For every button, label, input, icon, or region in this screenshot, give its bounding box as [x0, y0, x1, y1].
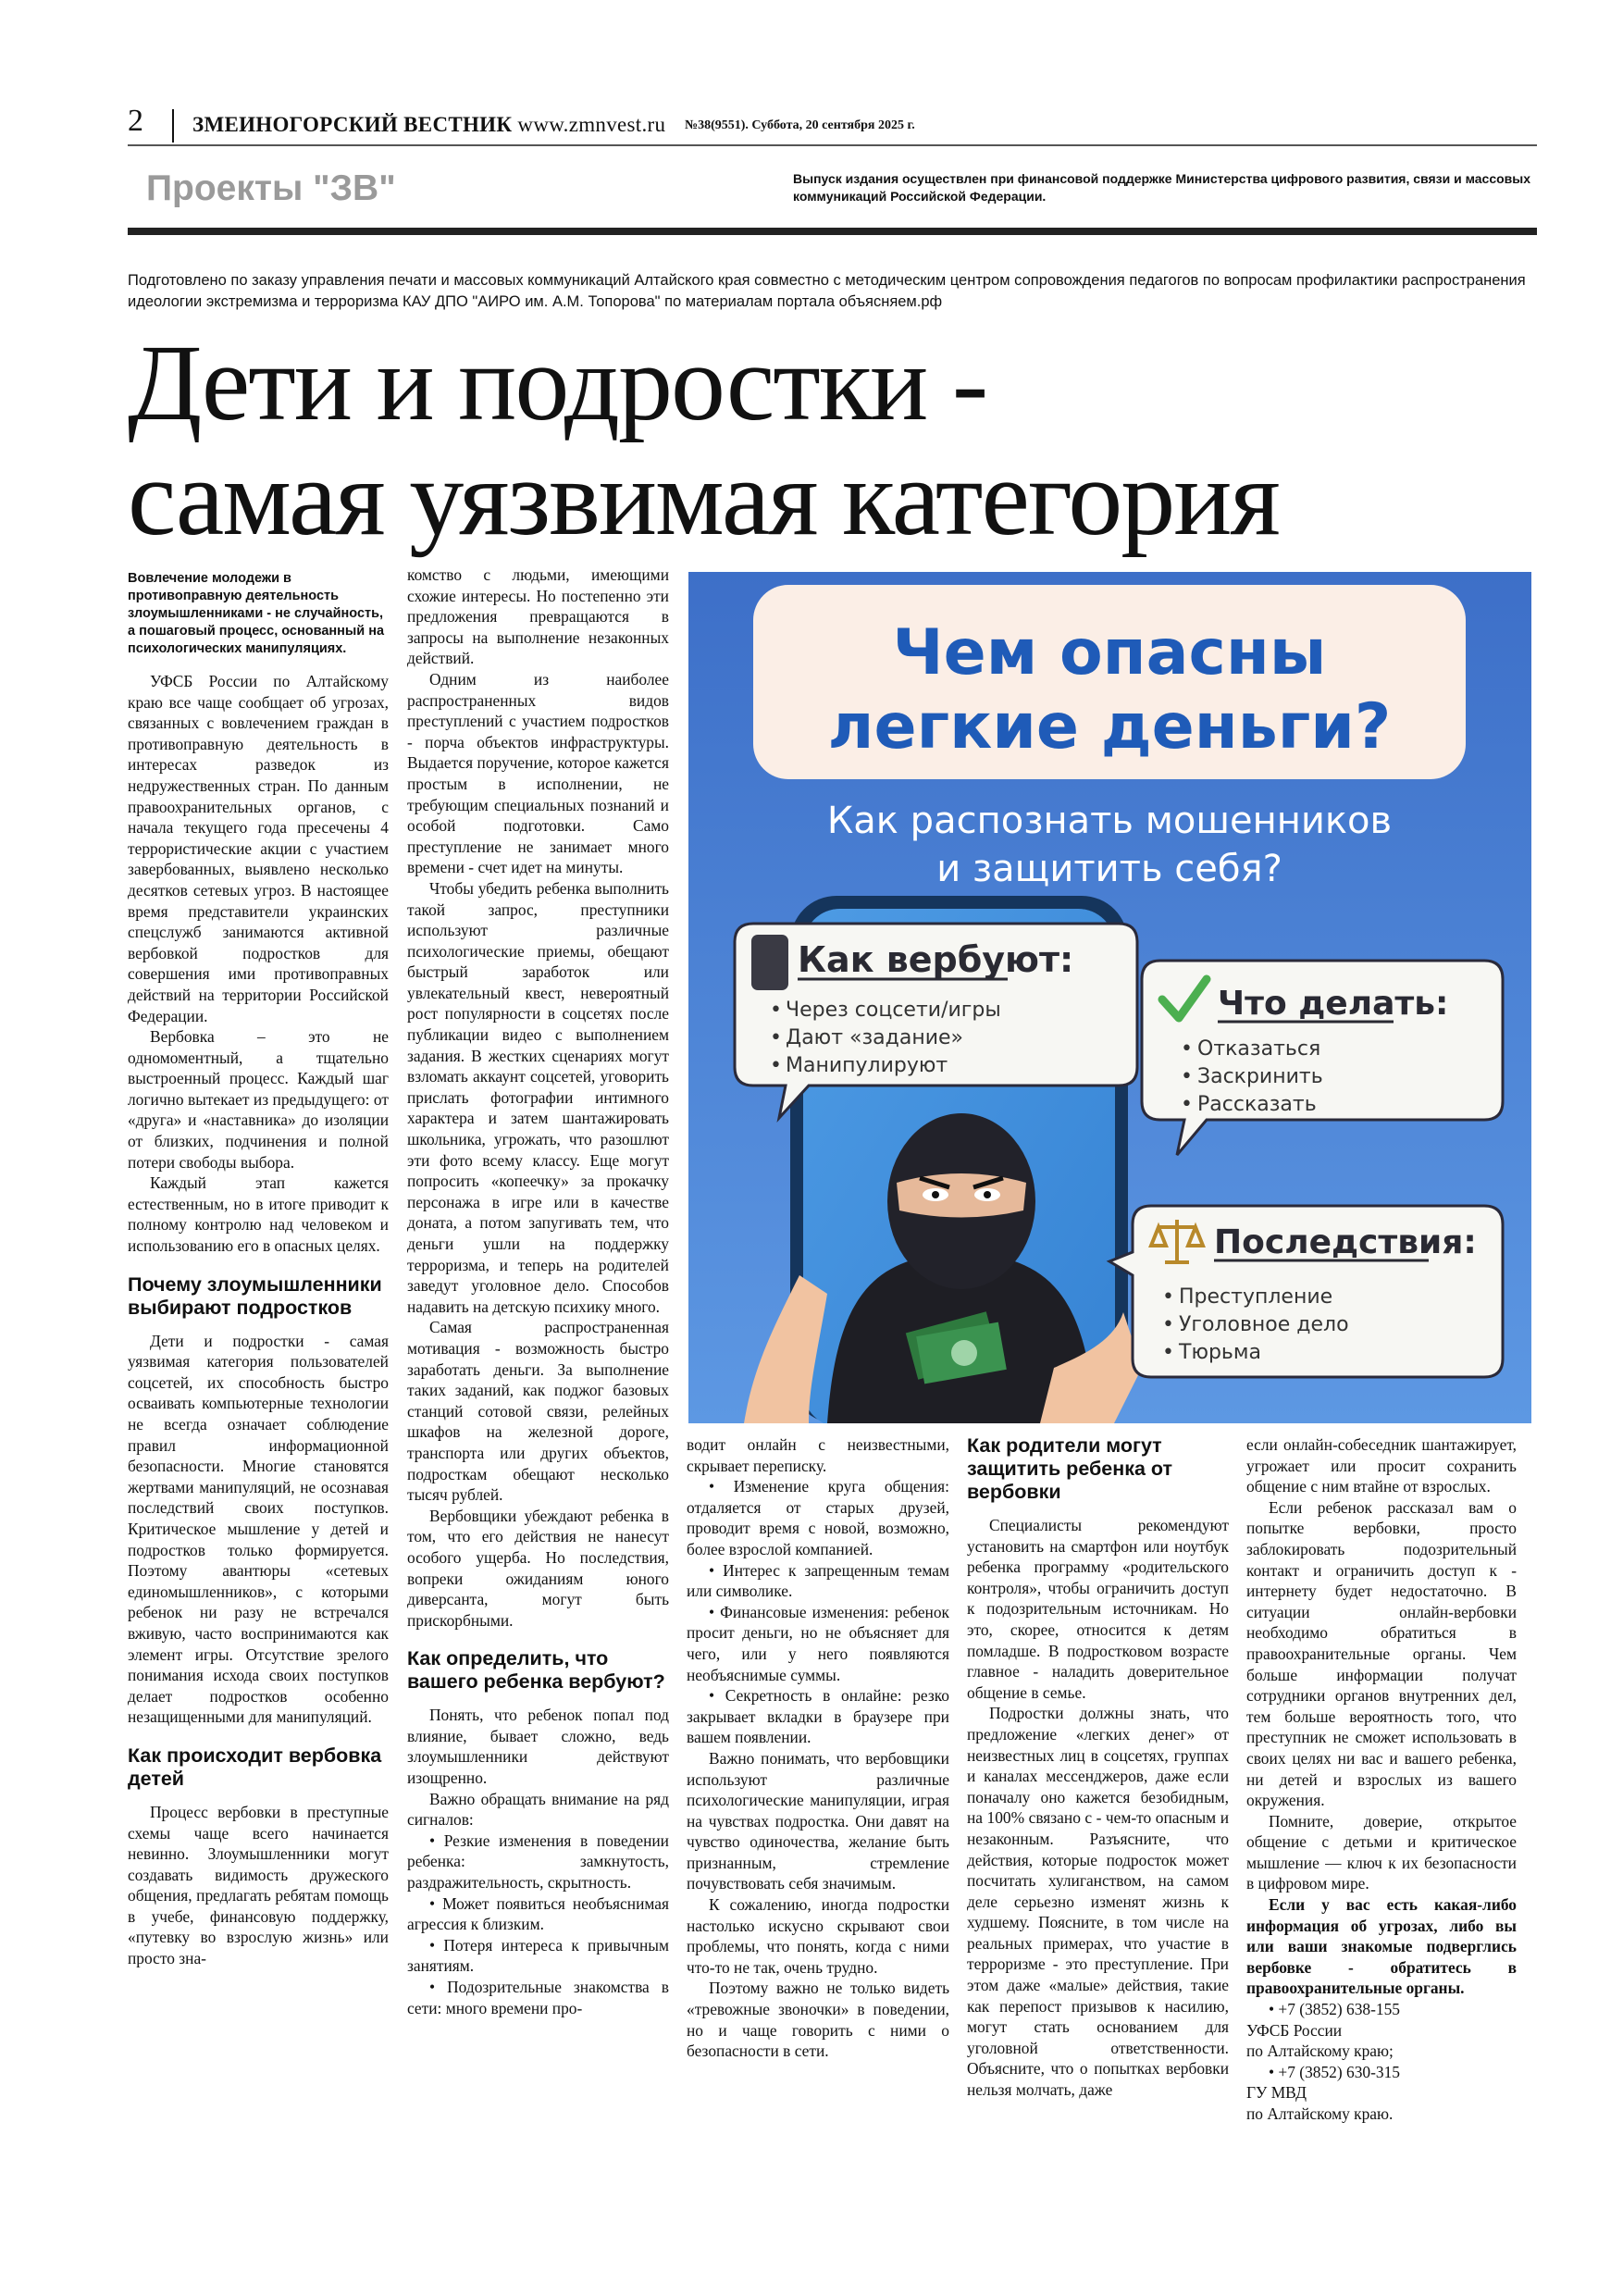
paragraph: Специалисты рекомендуют установить на смартфон или ноутбук ребенка программу «родительского контроля», чтобы ограничить доступ к подозрительным источникам. Но это, скорее, относится к детям помладше. В подростковом возрасте главное - наладить доверительное общение в семье. — [967, 1516, 1229, 1702]
support-note: Выпуск издания осуществлен при финансовой поддержке Министерства цифрового развития, связи и массовых коммуникаций Российской Федерации. — [793, 171, 1531, 204]
paragraph: Подростки должны знать, что предложение «легких денег» от неизвестных лиц в соцсетях, группах и каналах мессенджеров, даже если поначалу оно кажется безобидным, на 100% связано с - чем-то опасным и незаконным. Разъясните, что действия, которые подросток может посчитать хулиганством, на самом деле серьезно изменят жизнь к худшему. Поясните, в том числе на реальных примерах, что участие в терроризме - это преступление. При этом даже «малые» действия, такие как перепост призывов к насилию, могут стать основанием для уголовной ответственности. Объясните, что о попытках вербовки нельзя молчать, даже — [967, 1704, 1229, 2100]
infographic-title-line-2: легкие деньги? — [827, 690, 1392, 763]
paragraph: комство с людьми, имеющими схожие интересы. Но постепенно эти предложения превращаются в запросы на выполнение незаконных действий. — [407, 565, 669, 668]
column-2 — [407, 565, 669, 2018]
contact-phone-fsb: • +7 (3852) 638-155 — [1269, 2000, 1400, 2019]
column-4 — [967, 1434, 1229, 2101]
consequences-item: Уголовное дело — [1179, 1313, 1349, 1336]
paragraph: Дети и подростки - самая уязвимая категория пользователей соцсетей, их способность быстро осваивать компьютерные технологии не всегда означает соблюдение правил информационной безопасности. Многие становятся жертвами манипуляций, не осознавая последствий своих поступков. Критическое мышление у детей и подростков только формируется. Поэтому авантюры «сетевых единомышленников», с которыми ребенок ни разу не встречался вживую, часто воспринимаются как элемент игры. Отсутствие зрелого понимания исхода своих поступков делает подростков особенно незащищенными для манипуляций. — [128, 1331, 389, 1727]
paragraph: Помните, доверие, открытое общение с детьми и критическое мышление — ключ к их безопасности в цифровом мире. — [1246, 1811, 1517, 1893]
todo-item: Отказаться — [1197, 1037, 1321, 1061]
infographic — [688, 572, 1531, 1423]
paragraph: Понять, что ребенок попал под влияние, бывает сложно, ведь злоумышленники действуют изощренно. — [407, 1706, 669, 1788]
paragraph: Если ребенок рассказал вам о попытке вербовки, просто заблокировать подозрительный контакт и ограничить доступ к - интернету будет недостаточно. В ситуации онлайн-вербовки необходимо обратиться в правоохранительные органы. Чем больше информации получат сотрудники органов внутренних дел, тем больше вероятность того, что преступник не сможет использовать в своих целях ни вас и вашего ребенка, ни детей и взрослых из вашего окружения. — [1246, 1497, 1517, 1810]
paragraph: К сожалению, иногда подростки настолько искусно скрывают свои проблемы, что понять, когда с ними что-то не так, очень трудно. — [687, 1895, 949, 1977]
bubble-consequences — [1109, 1206, 1503, 1377]
contact-phone-mvd: • +7 (3852) 630-315 — [1269, 2062, 1400, 2081]
paragraph: УФСБ России по Алтайскому краю все чаще сообщает об угрозах, связанных с вовлечением граждан в противоправную деятельность в интересах разведок из недружественных стран. По данным правоохранительных органов, с начала текущего года пресечены 4 террористические акции с участием завербованных, выявлено несколько десятков сетевых угроз. В настоящее время представители украинских спецслужб занимаются активной вербовкой подростков для совершения ими противоправных действий на территории Российской Федерации. — [128, 672, 389, 1025]
bullet-item: • Резкие изменения в поведении ребенка: замкнутость, раздражительность, скрытность. — [407, 1831, 669, 1893]
recruit-title: Как вербуют: — [798, 939, 1074, 980]
prepared-note: Подготовлено по заказу управления печати и массовых коммуникаций Алтайского края совместно с методическим центром сопровождения педагогов по вопросам профилактики распространения идеологии экстремизма и терроризма КАУ ДПО "АИРО им. А.М. Топорова" по материалам портала объясняем.рф — [128, 272, 1526, 310]
paragraph: водит онлайн с неизвестными, скрывает переписку. — [687, 1435, 949, 1475]
paragraph: если онлайн-собеседник шантажирует, угрожает или просит сохранить общение с ним втайне от взрослых. — [1246, 1435, 1517, 1496]
todo-bullet: • — [1181, 1037, 1193, 1061]
recruit-bullet: • — [770, 999, 782, 1022]
bullet-item: • Подозрительные знакомства в сети: много времени про- — [407, 1978, 669, 2017]
paragraph: Самая распространенная мотивация - возможность быстро заработать деньги. За выполнение таких заданий, как поджог базовых станций сотовой связи, релейных шкафов на железной дороге, транспорта или других объектов, подросткам обещают несколько тысяч рублей. — [407, 1318, 669, 1505]
recruit-item: Манипулируют — [786, 1054, 948, 1077]
bullet-item: • Секретность в онлайне: резко закрывает вкладки в браузере при вашем появлении. — [687, 1686, 949, 1747]
consequences-bullet: • — [1162, 1341, 1174, 1364]
paragraph: Поэтому важно не только видеть «тревожные звоночки» в поведении, но и чаще говорить с ними о безопасности в сети. — [687, 1979, 949, 2061]
todo-item: Рассказать — [1197, 1093, 1317, 1116]
consequences-item: Тюрьма — [1179, 1341, 1261, 1364]
subheading-parents-protect: Как родители могут защитить ребенка от вербовки — [967, 1434, 1173, 1503]
todo-bullet: • — [1181, 1093, 1193, 1116]
recruit-item: Через соцсети/игры — [786, 999, 1001, 1022]
infographic-subtitle-line-2: и защитить себя? — [936, 848, 1282, 890]
contact-region-mvd: по Алтайскому краю. — [1246, 2104, 1394, 2123]
contact-org-mvd: ГУ МВД — [1246, 2083, 1307, 2103]
column-1 — [128, 570, 389, 1969]
bullet-item: • Изменение круга общения: отдаляется от старых друзей, проводит время с новой, возможно, более взрослой компанией. — [687, 1477, 949, 1558]
contact-region-fsb: по Алтайскому краю; — [1246, 2042, 1394, 2061]
todo-bullet: • — [1181, 1065, 1193, 1088]
recruit-item: Дают «задание» — [786, 1026, 964, 1049]
masthead — [192, 113, 665, 137]
consequences-bullet: • — [1162, 1313, 1174, 1336]
phone-icon — [751, 935, 788, 990]
bullet-item: • Финансовые изменения: ребенок просит деньги, но не объясняет для чего, или у него появляются необъяснимые суммы. — [687, 1602, 949, 1684]
paragraph: Важно обращать внимание на ряд сигналов: — [407, 1789, 669, 1830]
column-3 — [687, 1434, 949, 2062]
headline-line-1: Дети и подростки - — [128, 322, 987, 443]
subheading-why-teens: Почему злоумышленники выбирают подростков — [128, 1272, 382, 1319]
page-number: 2 — [128, 104, 143, 138]
infographic-title-line-1: Чем опасны — [892, 616, 1327, 689]
bullet-item: • Интерес к запрещенным темам или символике. — [687, 1560, 949, 1601]
consequences-item: Преступление — [1179, 1285, 1333, 1309]
header-rule — [128, 144, 1537, 146]
recruit-bullet: • — [770, 1054, 782, 1077]
header-divider — [172, 109, 174, 143]
publication-name: ЗМЕИНОГОРСКИЙ ВЕСТНИК — [192, 113, 513, 136]
infographic-subtitle-line-1: Как распознать мошенников — [826, 800, 1393, 842]
paragraph: Одним из наиболее распространенных видов преступлений с участием подростков - порча объектов инфраструктуры. Выдается поручение, которое кажется простым в исполнении, не требующим специальных познаний и особой подготовки. Само преступление не занимает много времени - счет идет на минуты. — [407, 669, 669, 877]
column-5 — [1246, 1434, 1517, 2125]
contact-org-fsb: УФСБ России — [1246, 2020, 1343, 2040]
todo-item: Заскринить — [1197, 1065, 1323, 1088]
subheading-how-detect: Как определить, что вашего ребенка вербуют? — [407, 1647, 665, 1694]
bullet-item: • Потеря интереса к привычным занятиям. — [407, 1935, 669, 1976]
paragraph: Процесс вербовки в преступные схемы чаще всего начинается невинно. Злоумышленники могут создавать видимость дружеского общения, предлагать ребятам помощь в учебе, финансовую поддержку, «путевку во взрослую жизнь» или просто зна- — [128, 1802, 389, 1968]
paragraph: Вербовка – это не одномоментный, а тщательно выстроенный процесс. Каждый шаг логично вытекает из предыдущего: от «друга» и «наставника» до изоляции от близких, подчинения и полной потери свободы выбора. — [128, 1027, 389, 1172]
call-to-action: Если у вас есть какая-либо информация об угрозах, либо вы или ваши знакомые подверглись вербовке - обратитесь в правоохранительные органы. — [1246, 1895, 1517, 1998]
article-lead: Вовлечение молодежи в противоправную деятельность злоумышленниками - не случайность, а пошаговый процесс, основанный на психологических манипуляциях. — [128, 571, 385, 656]
paragraph: Важно понимать, что вербовщики используют различные психологические манипуляции, играя на чувствах подростка. Они давят на чувство одиночества, желание быть признанным, стремление почувствовать себя значимым. — [687, 1748, 949, 1893]
paragraph: Каждый этап кажется естественным, но в итоге приводит к полному контролю над человеком и использованию его в опасных целях. — [128, 1173, 389, 1256]
section-title: Проекты "ЗВ" — [146, 168, 396, 208]
article-headline — [128, 322, 1279, 558]
consequences-title: Последствия: — [1214, 1223, 1477, 1261]
issue-info: №38(9551). Суббота, 20 сентября 2025 г. — [685, 118, 915, 132]
subheading-how-recruit: Как происходит вербовка детей — [128, 1744, 382, 1790]
headline-line-2: самая уязвимая категория — [128, 437, 1279, 558]
paragraph: Вербовщики убеждают ребенка в том, что его действия не нанесут особого ущерба. Но последствия, вопреки ожиданиям юного диверсанта, могут быть прискорбными. — [407, 1506, 669, 1630]
todo-title: Что делать: — [1218, 985, 1449, 1023]
paragraph: Чтобы убедить ребенка выполнить такой запрос, преступники используют различные психологические приемы, обещают быстрый заработок или увлекательный квест, невероятный рост популярности в соцсетях после публикации видео с выполнением задания. В жестких сценариях могут взломать аккаунт соцсетей, уговорить прислать фотографии интимного характера и затем шантажировать школьника, угрожать, что разошлют эти фото всему классу. Еще могут попросить «копеечку» за прокачку персонажа в игре или в качестве доната, а потом запугивать тем, что деньги ушли на поддержку терроризма, и теперь на родителей заведут уголовное дело. Способов надавить на детскую психику много. — [407, 878, 669, 1316]
website-link[interactable]: www.zmnvest.ru — [517, 113, 666, 136]
recruit-bullet: • — [770, 1026, 782, 1049]
section-rule — [128, 228, 1537, 235]
bullet-item: • Может появиться необъяснимая агрессия к близким. — [407, 1893, 669, 1934]
consequences-bullet: • — [1162, 1285, 1174, 1309]
